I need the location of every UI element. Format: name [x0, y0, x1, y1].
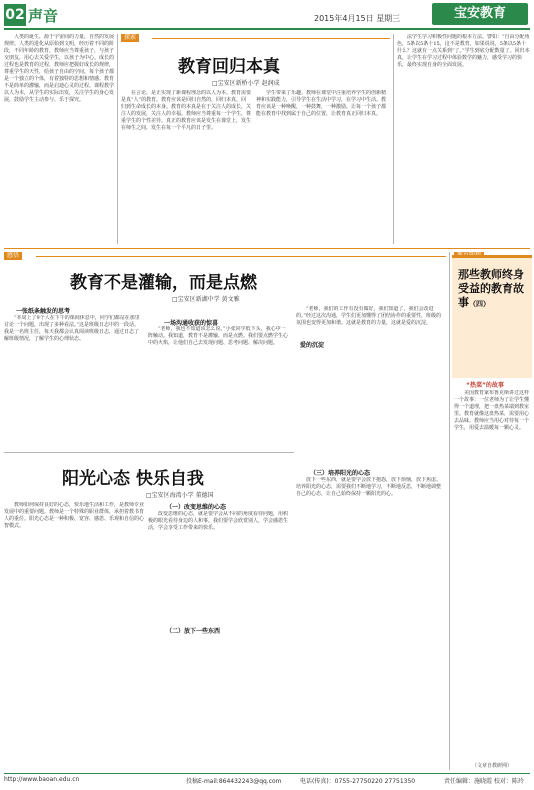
middle-subhead-3: 爱的沉淀: [300, 342, 325, 349]
section-divider: [4, 248, 530, 249]
middle-column-c-top: [296, 306, 444, 336]
column-divider: [393, 34, 394, 244]
bottom-text-b: 改变思维的心态，就是要学会从不同的角度看待问题，用积极的眼光看待身边的人和事。我们要学会欣赏别人，学会感恩生活，学会享受工作带来的快乐。: [148, 511, 289, 531]
bottom-byline: □宝安区海湾小学 董德国: [146, 492, 214, 499]
top-middle-text: 在言论，是正实现了新课程理念的以人为本。教育需要是真“人”的教育。教育应该是回归自然的，回归本真，回归到生命成长的本身。教育的本真是在于关注人的成长，关注人的发展，关注人的幸福。教师应当尊重每一个学生，尊重学生的个性差异。真正的教育应该是发生在课堂上，发生在师生之间，发生在每一个平凡的日子里。: [121, 90, 251, 131]
top-headline: 教育回归本真: [178, 57, 280, 77]
date-text: 2015年4月15日: [314, 14, 374, 23]
top-far-right-text: 法学生学习积极性问题的根本方法。譬如：“自由分配角色，5条以5条十15，这不是教育，如果说说，5条以5条十什么？这就有一点关系到“了。”学生到底分配数量了。回归本真，让学生在学习过程中体验数学的魅力，感受学习的快乐，最终实现自身的全面发展。: [397, 34, 530, 68]
middle-text-a: “本周上了9个人在下午的课间休息中，同学们都站在那里讨论一个问题，出现了多种看法。”这是班级日志中的一段话。我是一名班主任，每天我都会认真阅读班级日志，通过日志了解班级情况，了解学生的心理状态。: [4, 315, 140, 342]
brand-logo: 宝安教育: [432, 3, 528, 25]
top-right-text: 学生带来了乐趣。教师在课堂中注重培养学生的创新精神和实践能力，引导学生在生活中学习，在学习中生活。教育应该是一种唤醒，一种鼓舞，一种激励。让每一个孩子都能在教育中找到属于自己的位置，让教育真正回归本真。: [256, 90, 387, 117]
bottom-subhead-3: （三）培养阳光的心态: [310, 470, 371, 477]
bottom-column-a: [4, 502, 144, 770]
column-divider: [117, 34, 118, 244]
sidebar-series: （四）: [469, 300, 490, 308]
middle-subhead-2: 一场沟通收获的惊喜: [164, 320, 219, 327]
bottom-text-a: 教师如何保持良好的心态，快乐地生活和工作，是教师专业发展中的重要问题。教师是一个特殊的职业群体，承担着教书育人的重任。阳光心态是一种积极、宽容、感恩、乐观和自信的心智模式。: [4, 502, 144, 529]
tag-rule: [36, 256, 446, 257]
page-number: 02: [4, 4, 26, 26]
top-byline: □宝安区新桥小学 赵润成: [212, 80, 280, 87]
middle-headline: 教育不是灌输，而是点燃: [70, 273, 257, 293]
weekday-text: 星期三: [376, 14, 401, 23]
issue-date: [314, 13, 400, 24]
bottom-subhead-1: （一）改变思维的心态: [166, 504, 227, 511]
footer-rule: [4, 773, 530, 774]
bottom-column-c: [296, 477, 444, 770]
bottom-headline: 阳光心态 快乐自我: [62, 469, 204, 489]
header-rule: [4, 28, 530, 30]
top-tag: 探索: [121, 34, 139, 42]
sidebar-title: [458, 268, 526, 311]
middle-byline: □宝安区新湖中学 黄文雅: [172, 296, 240, 303]
bottom-column-b: [148, 511, 290, 621]
middle-column-b: [148, 326, 290, 445]
middle-text-b: “老师，我也不知道该怎么说。”小张同学低下头，我心中一阵触动。我知道，教育不是灌输，而是点燃。我们要点燃学生心中的火焰，让他们自己去发现问题、思考问题、解决问题。: [148, 326, 289, 346]
top-far-right-column: [397, 34, 530, 244]
bottom-divider: [4, 452, 294, 453]
bottom-text-c: 放下一些东西，就是要学会放下抱怨，放下烦恼，放下焦虑。培养阳光的心态，需要我们不断地学习，不断地反思，不断地调整自己的心态，让自己始终保持一颗阳光的心。: [296, 477, 442, 497]
middle-tag: 感悟: [4, 252, 22, 260]
section-title: 声音: [28, 7, 59, 25]
footer-email: 投稿E-mail:864432243@qq.com: [186, 778, 282, 785]
middle-column-a: [4, 315, 142, 445]
sidebar-column: [454, 390, 530, 760]
footer-editors: 责任编辑：施晓霞 校对：陈玲: [444, 778, 524, 785]
top-middle-column: [121, 90, 251, 244]
footer-url[interactable]: http://www.baoan.edu.cn: [4, 776, 80, 783]
top-right-column: [256, 90, 390, 244]
tag-rule: [152, 38, 390, 39]
sidebar-source: （文章自教研网）: [472, 763, 513, 769]
middle-text-c: “老师，我们的工作有没有做好，我们知道了，我们会改进的。”经过这次沟通，学生们更加懂得了团结协作的重要性，班级的氛围也变得更加和谐。这就是教育的力量，这就是爱的沉淀。: [296, 306, 442, 326]
middle-subhead-1: 一张纸条触发的思考: [16, 308, 71, 315]
top-left-column: [4, 34, 114, 244]
sidebar-text: 美国教育家布鲁克斯讲过这样一个故事：一位老师为了让学生懂得一个道理，把一盘热菜端到教室里。教育就像这盘热菜，需要用心去品味。教师应当用心对待每一个学生，用爱去温暖每一颗心灵。: [454, 390, 530, 431]
top-left-text: 人类的诞生，源于宇宙间的力量，自然的发展规律。人类的进化从原始到文明，经历着不同的阶段，不同年龄的教育。教师应当尊重孩子，与孩子交朋友，用心去关爱学生，以孩子为中心。成长的过程也是教育的过程，教师应把握好成长的规律，尊重学生的天性，给孩子自由的空间。每个孩子都是一个独立的个体，有着独特的思想和情感。教育不是简单的灌输，而是启迪心灵的过程。课程教学以人为本，从学生的实际出发，关注学生的身心发展，鼓励学生主动参与、乐于探究。: [4, 34, 114, 103]
bottom-subhead-2: （二）放下一些东西: [166, 628, 221, 635]
sidebar-title-text: 那些教师终身受益的教育故事: [458, 268, 524, 309]
footer-phone: 电话(传真)：0755-27750220 27751350: [300, 778, 416, 785]
sidebar-subhead: “热菜”的故事: [466, 382, 504, 389]
column-divider: [449, 252, 450, 770]
